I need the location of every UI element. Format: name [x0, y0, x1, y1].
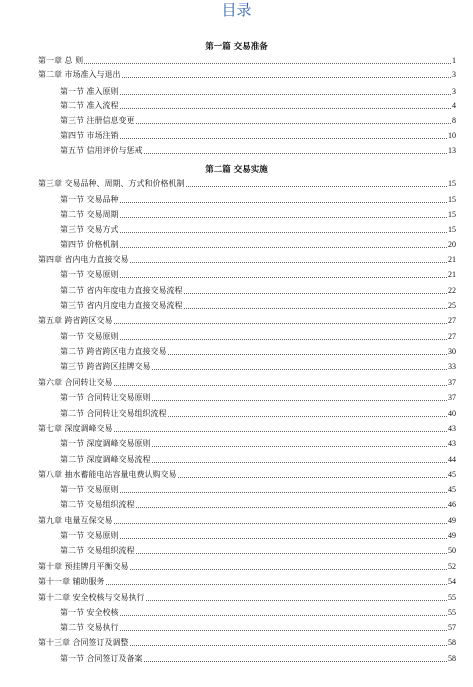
toc-entry-label: 第三节 注册信息变更 — [60, 116, 135, 125]
dot-leader — [136, 123, 451, 124]
dot-leader — [114, 523, 447, 524]
toc-section-entry[interactable] — [60, 607, 456, 619]
toc-entry-label: 第一节 深度调峰交易原则 — [60, 439, 151, 448]
part-heading: 第一篇 交易准备 — [205, 42, 268, 52]
toc-page-number: 54 — [448, 577, 456, 586]
toc-section-entry[interactable] — [60, 130, 456, 142]
toc-entry-label: 第十一章 辅助服务 — [38, 577, 105, 586]
toc-chapter-entry[interactable] — [38, 69, 456, 81]
toc-page-number: 58 — [448, 638, 456, 647]
toc-page-number: 30 — [448, 347, 456, 356]
dot-leader — [106, 584, 447, 585]
dot-leader — [120, 492, 447, 493]
toc-page-number: 40 — [448, 409, 456, 418]
dot-leader — [130, 262, 447, 263]
dot-leader — [146, 600, 447, 601]
toc-page-number: 46 — [448, 500, 456, 509]
dot-leader — [120, 202, 447, 203]
toc-entry-label: 第二节 交易周期 — [60, 210, 119, 219]
toc-page-number: 33 — [448, 362, 456, 371]
toc-page-number: 1 — [452, 56, 456, 65]
toc-entry-label: 第二节 省内年度电力直接交易流程 — [60, 286, 183, 295]
toc-entry-label: 第四节 价格机制 — [60, 240, 119, 249]
dot-leader — [152, 400, 447, 401]
toc-section-entry[interactable] — [60, 269, 456, 281]
dot-leader — [120, 108, 451, 109]
dot-leader — [120, 232, 447, 233]
dot-leader — [130, 569, 447, 570]
toc-entry-label: 第一章 总 则 — [38, 56, 84, 65]
toc-chapter-entry[interactable] — [38, 315, 456, 327]
toc-chapter-entry[interactable] — [38, 55, 456, 67]
toc-page-number: 37 — [448, 378, 456, 387]
dot-leader — [130, 645, 447, 646]
toc-entry-label: 第一节 交易原则 — [60, 332, 119, 341]
dot-leader — [136, 553, 447, 554]
toc-entry-label: 第二节 交易组织流程 — [60, 500, 135, 509]
dot-leader — [152, 446, 447, 447]
toc-page-number: 37 — [448, 393, 456, 402]
toc-chapter-entry[interactable] — [38, 576, 456, 588]
toc-section-entry[interactable] — [60, 346, 456, 358]
toc-section-entry[interactable] — [60, 454, 456, 466]
toc-page-number: 15 — [448, 225, 456, 234]
toc-page-number: 3 — [452, 70, 456, 79]
toc-page-number: 21 — [448, 270, 456, 279]
toc-entry-label: 第一节 交易原则 — [60, 531, 119, 540]
dot-leader — [144, 153, 447, 154]
toc-entry-label: 第一节 安全校核 — [60, 608, 119, 617]
toc-chapter-entry[interactable] — [38, 178, 456, 190]
dot-leader — [152, 462, 447, 463]
dot-leader — [136, 507, 447, 508]
toc-entry-label: 第一节 交易品种 — [60, 195, 119, 204]
dot-leader — [122, 77, 451, 78]
dot-leader — [114, 323, 447, 324]
toc-section-entry[interactable] — [60, 361, 456, 373]
toc-entry-label: 第一节 交易原则 — [60, 270, 119, 279]
toc-section-entry[interactable] — [60, 484, 456, 496]
toc-entry-label: 第四节 市场注销 — [60, 131, 119, 140]
toc-entry-label: 第二节 深度调峰交易流程 — [60, 455, 151, 464]
toc-entry-label: 第四章 省内电力直接交易 — [38, 255, 129, 264]
toc-section-entry[interactable] — [60, 331, 456, 343]
toc-page-number: 15 — [448, 179, 456, 188]
toc-page-number: 20 — [448, 240, 456, 249]
toc-entry-label: 第二章 市场准入与退出 — [38, 70, 121, 79]
toc-entry-label: 第二节 准入流程 — [60, 101, 119, 110]
toc-page-number: 15 — [448, 195, 456, 204]
toc-entry-label: 第一节 合同签订及备案 — [60, 654, 143, 663]
toc-entry-label: 第八章 抽水蓄能电站容量电费认购交易 — [38, 470, 177, 479]
toc-section-entry[interactable] — [60, 224, 456, 236]
toc-section-entry[interactable] — [60, 285, 456, 297]
toc-chapter-entry[interactable] — [38, 561, 456, 573]
toc-entry-label: 第三节 跨省跨区挂牌交易 — [60, 362, 151, 371]
dot-leader — [120, 615, 447, 616]
toc-entry-label: 第二节 交易组织流程 — [60, 546, 135, 555]
dot-leader — [168, 416, 447, 417]
toc-entry-label: 第十二章 安全校核与交易执行 — [38, 593, 145, 602]
dot-leader — [120, 538, 447, 539]
toc-section-entry[interactable] — [60, 145, 456, 157]
toc-section-entry[interactable] — [60, 300, 456, 312]
toc-chapter-entry[interactable] — [38, 469, 456, 481]
toc-entry-label: 第三节 省内月度电力直接交易流程 — [60, 301, 183, 310]
toc-entry-label: 第七章 深度调峰交易 — [38, 424, 113, 433]
dot-leader — [184, 293, 447, 294]
toc-page-number: 45 — [448, 470, 456, 479]
dot-leader — [184, 308, 447, 309]
toc-page-number: 4 — [452, 101, 456, 110]
toc-page-number: 3 — [452, 87, 456, 96]
toc-chapter-entry[interactable] — [38, 592, 456, 604]
dot-leader — [120, 247, 447, 248]
toc-chapter-entry[interactable] — [38, 377, 456, 389]
toc-entry-label: 第十三章 合同签订及调整 — [38, 638, 129, 647]
toc-page-number: 45 — [448, 485, 456, 494]
toc-entry-label: 第二节 跨省跨区电力直接交易 — [60, 347, 167, 356]
toc-page-number: 44 — [448, 455, 456, 464]
toc-entry-label: 第三节 交易方式 — [60, 225, 119, 234]
toc-section-entry[interactable] — [60, 209, 456, 221]
toc-page-number: 43 — [448, 424, 456, 433]
toc-entry-label: 第九章 电量互保交易 — [38, 516, 113, 525]
toc-section-entry[interactable] — [60, 530, 456, 542]
dot-leader — [120, 217, 447, 218]
toc-section-entry[interactable] — [60, 115, 456, 127]
dot-leader — [152, 369, 447, 370]
toc-chapter-entry[interactable] — [38, 423, 456, 435]
toc-section-entry[interactable] — [60, 622, 456, 634]
toc-section-entry[interactable] — [60, 392, 456, 404]
toc-title: 目录 — [221, 1, 252, 19]
toc-entry-label: 第一节 准入原则 — [60, 87, 119, 96]
toc-page-number: 21 — [448, 255, 456, 264]
dot-leader — [120, 630, 447, 631]
toc-page-number: 13 — [448, 146, 456, 155]
toc-page-number: 55 — [448, 608, 456, 617]
part-heading: 第二篇 交易实施 — [205, 165, 268, 175]
toc-section-entry[interactable] — [60, 86, 456, 98]
toc-chapter-entry[interactable] — [38, 515, 456, 527]
toc-section-entry[interactable] — [60, 545, 456, 557]
toc-page-number: 57 — [448, 623, 456, 632]
toc-section-entry[interactable] — [60, 499, 456, 511]
toc-page-number: 27 — [448, 316, 456, 325]
toc-page-number: 58 — [448, 654, 456, 663]
toc-page-number: 49 — [448, 531, 456, 540]
toc-section-entry[interactable] — [60, 653, 456, 665]
toc-section-entry[interactable] — [60, 408, 456, 420]
toc-page-number: 15 — [448, 210, 456, 219]
dot-leader — [120, 339, 447, 340]
toc-page-number: 22 — [448, 286, 456, 295]
toc-section-entry[interactable] — [60, 239, 456, 251]
toc-entry-label: 第一节 合同转让交易原则 — [60, 393, 151, 402]
toc-page-number: 27 — [448, 332, 456, 341]
toc-entry-label: 第十章 预挂牌月平衡交易 — [38, 562, 129, 571]
toc-entry-label: 第三章 交易品种、周期、方式和价格机制 — [38, 179, 185, 188]
toc-section-entry[interactable] — [60, 100, 456, 112]
toc-page-number: 25 — [448, 301, 456, 310]
toc-chapter-entry[interactable] — [38, 637, 456, 649]
dot-leader — [84, 63, 451, 64]
dot-leader — [178, 477, 447, 478]
toc-entry-label: 第一节 交易原则 — [60, 485, 119, 494]
dot-leader — [168, 354, 447, 355]
dot-leader — [120, 94, 451, 95]
toc-page-number: 49 — [448, 516, 456, 525]
toc-page-number: 8 — [452, 116, 456, 125]
dot-leader — [114, 385, 447, 386]
dot-leader — [144, 661, 447, 662]
dot-leader — [114, 431, 447, 432]
toc-entry-label: 第五章 跨省跨区交易 — [38, 316, 113, 325]
toc-page-number: 10 — [448, 131, 456, 140]
toc-page-number: 43 — [448, 439, 456, 448]
toc-entry-label: 第五节 信用评价与惩戒 — [60, 146, 143, 155]
toc-entry-label: 第二节 合同转让交易组织流程 — [60, 409, 167, 418]
dot-leader — [120, 277, 447, 278]
dot-leader — [186, 186, 447, 187]
toc-entry-label: 第六章 合同转让交易 — [38, 378, 113, 387]
toc-section-entry[interactable] — [60, 438, 456, 450]
toc-chapter-entry[interactable] — [38, 254, 456, 266]
toc-page-number: 52 — [448, 562, 456, 571]
toc-page-number: 50 — [448, 546, 456, 555]
toc-page-number: 55 — [448, 593, 456, 602]
toc-entry-label: 第二节 交易执行 — [60, 623, 119, 632]
toc-section-entry[interactable] — [60, 194, 456, 206]
dot-leader — [120, 138, 447, 139]
